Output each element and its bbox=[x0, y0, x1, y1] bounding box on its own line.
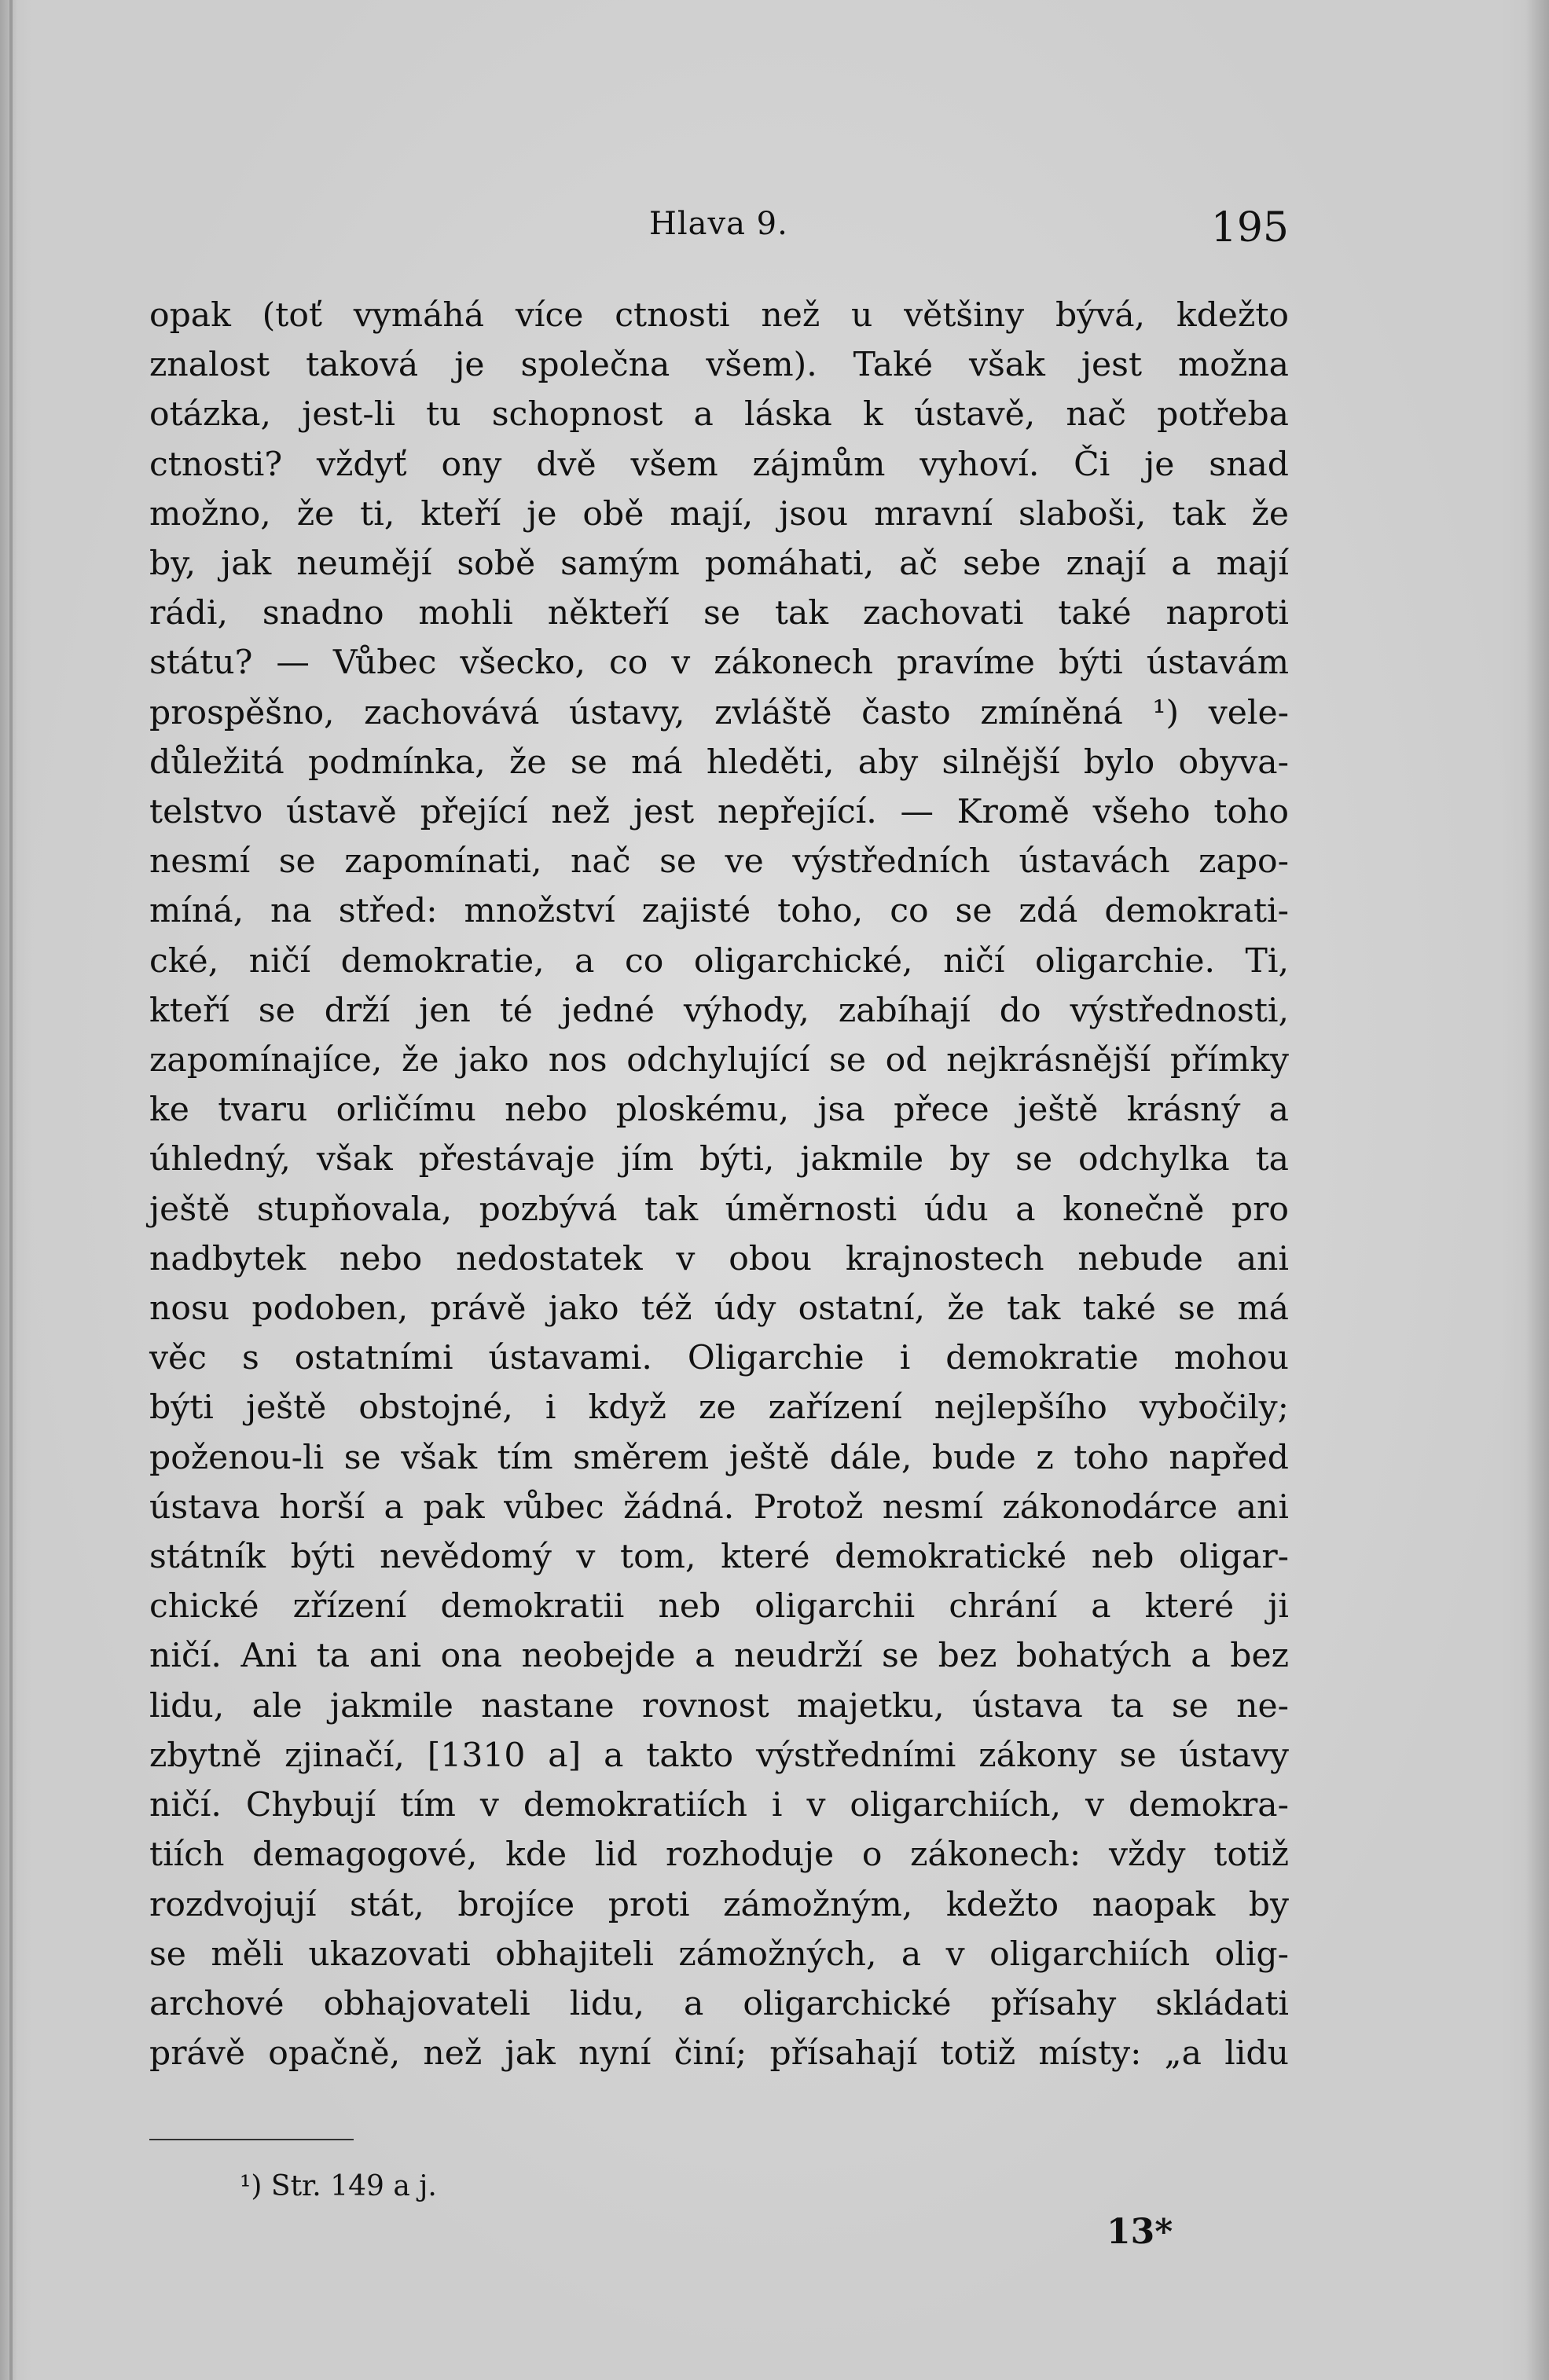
body-line: zbytně zjinačí, [1310 a] a takto výstředními zákony se ústavy bbox=[149, 1736, 1289, 1775]
signature-mark: 13* bbox=[1107, 2212, 1173, 2252]
body-line: archové obhajovateli lidu, a oligarchické přísahy skládati bbox=[149, 1984, 1289, 2023]
body-line: prospěšno, zachovává ústavy, zvláště často zmíněná ¹) vele- bbox=[149, 693, 1289, 732]
body-line: chické zřízení demokratii neb oligarchii chrání a které ji bbox=[149, 1587, 1289, 1626]
body-line: tiích demagogové, kde lid rozhoduje o zákonech: vždy totiž bbox=[149, 1835, 1289, 1875]
body-line: důležitá podmínka, že se má hleděti, aby silnější bylo obyva- bbox=[149, 743, 1289, 782]
page-edge-rule bbox=[9, 0, 13, 2380]
body-line: telstvo ústavě přející než jest nepřející. — Kromě všeho toho bbox=[149, 793, 1289, 832]
body-line: lidu, ale jakmile nastane rovnost majetku, ústava ta se ne- bbox=[149, 1686, 1289, 1725]
body-line: státník býti nevědomý v tom, které demokratické neb oligar- bbox=[149, 1538, 1289, 1577]
body-line: zapomínajíce, že jako nos odchylující se od nejkrásnější přímky bbox=[149, 1041, 1289, 1080]
page-number: 195 bbox=[1210, 204, 1289, 251]
body-line: kteří se drží jen té jedné výhody, zabíhají do výstřednosti, bbox=[149, 991, 1289, 1030]
body-line: otázka, jest-li tu schopnost a láska k ústavě, nač potřeba bbox=[149, 395, 1289, 435]
page-header bbox=[149, 196, 1289, 259]
body-line: ústava horší a pak vůbec žádná. Protož nesmí zákonodárce ani bbox=[149, 1487, 1289, 1527]
body-line: nadbytek nebo nedostatek v obou krajnostech nebude ani bbox=[149, 1239, 1289, 1278]
body-line: míná, na střed: množství zajisté toho, co se zdá demokrati- bbox=[149, 892, 1289, 931]
body-line: věc s ostatními ústavami. Oligarchie i demokratie mohou bbox=[149, 1339, 1289, 1378]
body-line: znalost taková je společna všem). Také však jest možna bbox=[149, 346, 1289, 385]
body-line: rozdvojují stát, brojíce proti zámožným, kdežto naopak by bbox=[149, 1885, 1289, 1924]
body-text bbox=[149, 291, 1289, 2078]
body-line: státu? — Vůbec všecko, co v zákonech pravíme býti ústavám bbox=[149, 644, 1289, 683]
body-line: cké, ničí demokratie, a co oligarchické, ničí oligarchie. Ti, bbox=[149, 941, 1289, 981]
running-head: Hlava 9. bbox=[649, 206, 788, 242]
body-line: se měli ukazovati obhajiteli zámožných, a v oligarchiích olig- bbox=[149, 1934, 1289, 1974]
body-line: možno, že ti, kteří je obě mají, jsou mravní slaboši, tak že bbox=[149, 494, 1289, 534]
footnote: ¹) Str. 149 a j. bbox=[240, 2170, 437, 2202]
body-line: ke tvaru orličímu nebo ploskému, jsa přece ještě krásný a bbox=[149, 1091, 1289, 1130]
body-line: býti ještě obstojné, i když ze zařízení nejlepšího vybočily; bbox=[149, 1388, 1289, 1428]
footnote-rule bbox=[149, 2139, 354, 2140]
body-line: ničí. Chybují tím v demokratiích i v oligarchiích, v demokra- bbox=[149, 1786, 1289, 1825]
body-line: poženou-li se však tím směrem ještě dále, bude z toho napřed bbox=[149, 1438, 1289, 1477]
body-line: ještě stupňovala, pozbývá tak úměrnosti údu a konečně pro bbox=[149, 1190, 1289, 1229]
body-line: opak (toť vymáhá více ctnosti než u většiny bývá, kdežto bbox=[149, 296, 1289, 335]
body-line: rádi, snadno mohli někteří se tak zachovati také naproti bbox=[149, 594, 1289, 633]
body-line: by, jak neumějí sobě samým pomáhati, ač sebe znají a mají bbox=[149, 545, 1289, 584]
body-line: ničí. Ani ta ani ona neobejde a neudrží se bez bohatých a bez bbox=[149, 1637, 1289, 1676]
body-line: úhledný, však přestávaje jím býti, jakmile by se odchylka ta bbox=[149, 1140, 1289, 1179]
body-line: nosu podoben, právě jako též údy ostatní, že tak také se má bbox=[149, 1289, 1289, 1329]
body-line: ctnosti? vždyť ony dvě všem zájmům vyhoví. Či je snad bbox=[149, 445, 1289, 484]
body-line: nesmí se zapomínati, nač se ve výstředních ústavách zapo- bbox=[149, 842, 1289, 882]
body-line: právě opačně, než jak nyní činí; přísahají totiž místy: „a lidu bbox=[149, 2034, 1289, 2074]
